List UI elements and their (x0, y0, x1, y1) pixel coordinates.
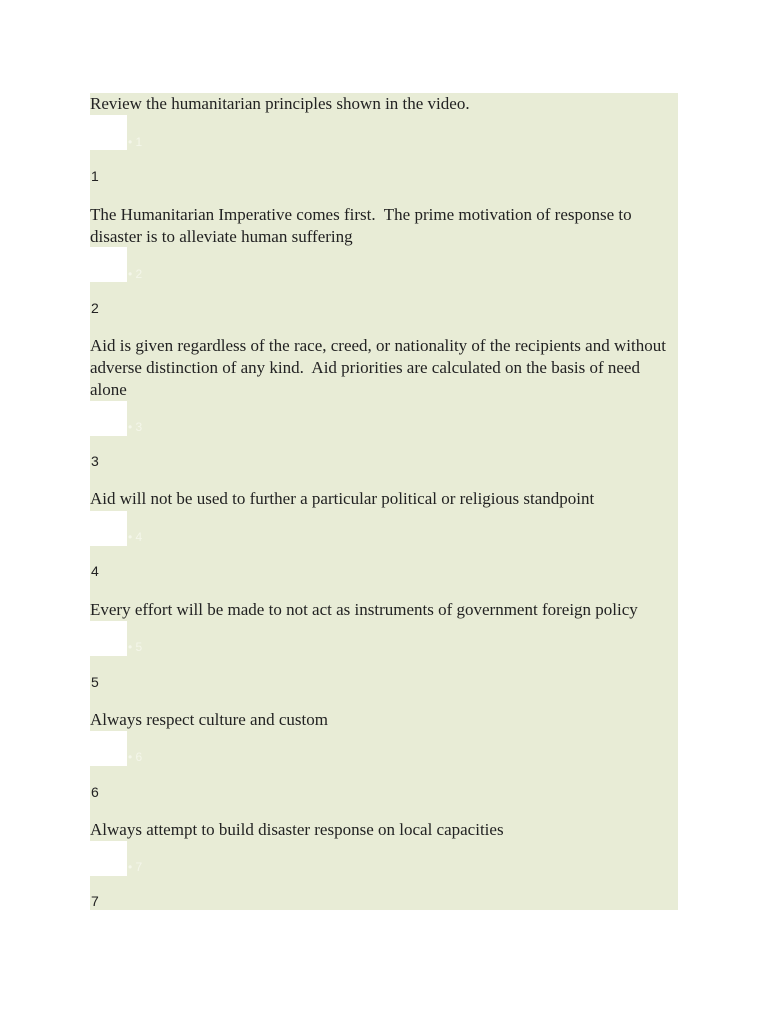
principle-number-2: 2 (91, 300, 99, 316)
principle-text-2: Aid is given regardless of the race, creed, or nationality of the recipients and without adverse distinction of any kind. Aid priorities are calculated on the basis of need alone (90, 336, 671, 399)
marker-6: • 6 (128, 750, 143, 764)
marker-box-5 (90, 621, 127, 656)
principle-text-6: Always attempt to build disaster response on local capacities (90, 820, 504, 839)
marker-1: • 1 (128, 135, 143, 149)
marker-box-1 (90, 115, 127, 150)
principle-number-4: 4 (91, 563, 99, 579)
marker-3: • 3 (128, 420, 143, 434)
principle-text-1: The Humanitarian Imperative comes first. The prime motivation of response to disaster is to alleviate human suffering (90, 205, 636, 246)
marker-box-4 (90, 511, 127, 546)
principle-text-4: Every effort will be made to not act as instruments of government foreign policy (90, 600, 638, 619)
marker-box-6 (90, 731, 127, 766)
marker-box-7 (90, 841, 127, 876)
principle-number-7: 7 (91, 893, 99, 909)
principle-number-5: 5 (91, 674, 99, 690)
principle-number-3: 3 (91, 453, 99, 469)
marker-box-2 (90, 247, 127, 282)
marker-4: • 4 (128, 530, 143, 544)
principle-number-6: 6 (91, 784, 99, 800)
marker-2: • 2 (128, 267, 143, 281)
principle-number-1: 1 (91, 168, 99, 184)
principle-text-3: Aid will not be used to further a particular political or religious standpoint (90, 489, 595, 508)
marker-5: • 5 (128, 640, 143, 654)
principle-text-5: Always respect culture and custom (90, 710, 328, 729)
marker-7: • 7 (128, 860, 143, 874)
marker-box-3 (90, 401, 127, 436)
intro-text: Review the humanitarian principles shown in the video. (90, 94, 470, 113)
